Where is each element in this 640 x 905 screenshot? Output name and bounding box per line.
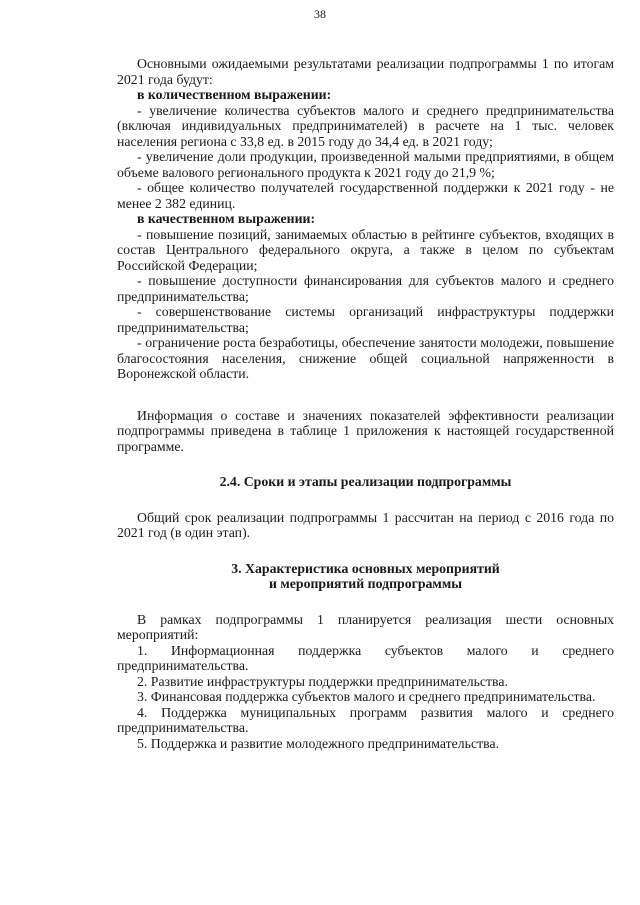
- indicators-info: Информация о составе и значениях показателей эффективности реализации подпрограммы приведена в таблице 1 приложения к настоящей государственной программе.: [117, 407, 614, 454]
- section-2-4-text: Общий срок реализации подпрограммы 1 рассчитан на период с 2016 года по 2021 год (в один этап).: [117, 509, 614, 540]
- qual-item: - повышение доступности финансирования для субъектов малого и среднего предпринимательства;: [117, 273, 614, 304]
- section-3-intro: В рамках подпрограммы 1 планируется реализация шести основных мероприятий:: [117, 611, 614, 642]
- section-3-title-line2: и мероприятий подпрограммы: [268, 576, 462, 591]
- results-intro: Основными ожидаемыми результатами реализации подпрограммы 1 по итогам 2021 года будут:: [117, 56, 614, 87]
- quant-item: - увеличение количества субъектов малого и среднего предпринимательства (включая индивидуальных предпринимателей) в расчете на 1 тыс. человек населения региона с 33,8 ед. в 2015 году до 34,4 ед. в 2021 году;: [117, 102, 614, 149]
- measure-item: 5. Поддержка и развитие молодежного предпринимательства.: [137, 735, 500, 751]
- measure-item: 1. Информационная поддержка субъектов малого и среднего предпринимательства.: [117, 642, 614, 673]
- section-2-4-title: 2.4. Сроки и этапы реализации подпрограммы: [219, 474, 512, 489]
- measure-item: 2. Развитие инфраструктуры поддержки предпринимательства.: [137, 673, 508, 689]
- quantitative-heading: в количественном выражении:: [137, 87, 332, 102]
- page-number: 38: [314, 7, 326, 21]
- measure-item: 4. Поддержка муниципальных программ развития малого и среднего предпринимательства.: [117, 704, 614, 735]
- qual-item: - совершенствование системы организаций инфраструктуры поддержки предпринимательства;: [117, 304, 614, 335]
- quant-item: - общее количество получателей государственной поддержки к 2021 году - не менее 2 382 единиц.: [117, 180, 614, 211]
- measure-item: 3. Финансовая поддержка субъектов малого и среднего предпринимательства.: [137, 689, 596, 704]
- quant-item: - увеличение доли продукции, произведенной малыми предприятиями, в общем объеме валового регионального продукта к 2021 году до 21,9 %;: [117, 149, 614, 180]
- results-section: [117, 56, 614, 751]
- qual-item: - ограничение роста безработицы, обеспечение занятости молодежи, повышение благосостояния населения, снижение общей социальной напряженности в Воронежской области.: [117, 335, 614, 381]
- section-3-title-line1: 3. Характеристика основных мероприятий: [231, 560, 500, 576]
- qualitative-heading: в качественном выражении:: [137, 211, 316, 226]
- qual-item: - повышение позиций, занимаемых областью в рейтинге субъектов, входящих в состав Центрального федерального округа, а также в целом по субъектам Российской Федерации;: [117, 226, 614, 273]
